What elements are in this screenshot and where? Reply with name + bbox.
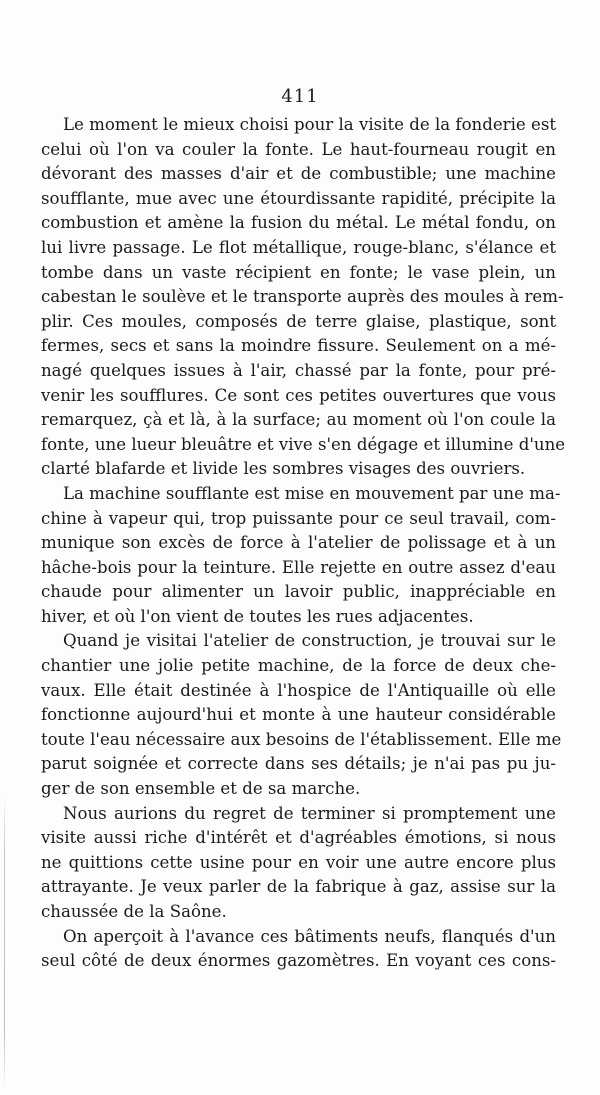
paragraph-fabrique-gaz — [41, 802, 556, 925]
text-line: hâche-bois pour la teinture. Elle rejette en outre assez d'eau — [41, 557, 556, 577]
text-line: seul côté de deux énormes gazomètres. En voyant ces cons- — [41, 951, 556, 971]
text-line: celui où l'on va couler la fonte. Le haut-fourneau rougit en — [41, 139, 556, 159]
text-line: vaux. Elle était destinée à l'hospice de l'Antiquaille où elle — [41, 680, 556, 700]
text-line: combustion et amène la fusion du métal. Le métal fondu, on — [41, 213, 556, 233]
text-line: cabestan le soulève et le transporte auprès des moules à rem- — [41, 287, 564, 307]
text-line: visite aussi riche d'intérêt et d'agréables émotions, si nous — [41, 828, 556, 848]
paragraph-fonderie — [41, 113, 566, 482]
page-edge-shadow — [4, 790, 5, 1090]
text-line: La machine soufflante est mise en mouvement par une ma- — [63, 483, 561, 503]
text-line: nagé quelques issues à l'air, chassé par la fonte, pour pré- — [41, 360, 556, 380]
text-line: parut soignée et correcte dans ses détails; je n'ai pas pu ju- — [41, 754, 556, 774]
text-line: tombe dans un vaste récipient en fonte; le vase plein, un — [41, 262, 556, 282]
text-line: venir les soufflures. Ce sont ces petites ouvertures que vous — [41, 385, 556, 405]
text-line: hiver, et où l'on vient de toutes les rues adjacentes. — [41, 606, 474, 626]
text-line: Nous aurions du regret de terminer si promptement une — [63, 803, 556, 823]
text-line: fermes, secs et sans la moindre fissure. Seulement on a mé- — [41, 336, 556, 356]
text-line: chaussée de la Saône. — [41, 902, 227, 921]
text-line: chaude pour alimenter un lavoir public, inappréciable en — [41, 582, 556, 602]
text-line: ger de son ensemble et de sa marche. — [41, 779, 361, 799]
text-line: fonctionne aujourd'hui et monte à une hauteur considérable — [41, 705, 556, 725]
text-line: soufflante, mue avec une étourdissante rapidité, précipite la — [41, 188, 556, 208]
text-line: attrayante. Je veux parler de la fabrique à gaz, assise sur la — [41, 877, 556, 897]
text-line: chine à vapeur qui, trop puissante pour ce seul travail, com- — [41, 508, 556, 528]
page-number: 411 — [281, 86, 319, 107]
text-line: clarté blafarde et livide les sombres visages des ouvriers. — [41, 459, 526, 479]
text-line: toute l'eau nécessaire aux besoins de l'établissement. Elle me — [41, 729, 562, 749]
text-line: dévorant des masses d'air et de combustible; une machine — [41, 164, 556, 184]
text-line: lui livre passage. Le flot métallique, rouge-blanc, s'élance et — [41, 237, 556, 257]
paragraph-atelier-construction — [41, 629, 562, 801]
text-line: ne quittions cette usine pour en voir une autre encore plus — [41, 852, 556, 872]
text-line: chantier une jolie petite machine, de la force de deux che- — [41, 656, 556, 676]
text-line: plir. Ces moules, composés de terre glaise, plastique, sont — [41, 311, 556, 331]
text-line: munique son excès de force à l'atelier de polissage et à un — [41, 533, 556, 553]
text-line: Le moment le mieux choisi pour la visite de la fonderie est — [63, 115, 557, 134]
text-line: fonte, une lueur bleuâtre et vive s'en dégage et illumine d'une — [41, 434, 566, 454]
paragraph-batiments — [41, 925, 556, 974]
text-line: remarquez, çà et là, à la surface; au moment où l'on coule la — [41, 410, 556, 430]
text-line: On aperçoit à l'avance ces bâtiments neufs, flanqués d'un — [63, 926, 556, 946]
text-line: Quand je visitai l'atelier de construction, je trouvai sur le — [63, 631, 556, 651]
paragraph-machine-soufflante — [41, 482, 561, 630]
body-text — [41, 113, 566, 974]
